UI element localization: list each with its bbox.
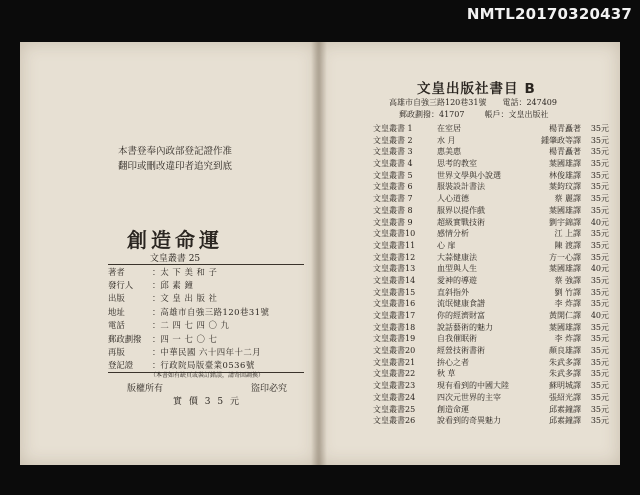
book-author: 葉國雄譯 [549, 322, 581, 332]
book-number: 文皇叢書20 [373, 346, 416, 356]
book-title-entry: 說話藝術的魅力 [437, 322, 493, 332]
book-author: 黃開仁譯 [549, 311, 581, 320]
replacement-note: （本書如有缺頁或裝訂錯誤，請寄回調換） [149, 372, 264, 379]
book-row [373, 333, 609, 345]
rights-line [127, 381, 287, 394]
book-author: 葉國雄譯 [549, 159, 581, 169]
book-number: 文皇叢書 5 [373, 170, 413, 180]
right-page [317, 42, 620, 465]
book-price: 35元 [590, 287, 609, 297]
book-title-entry: 血型與人生 [437, 264, 477, 274]
pub-colon: ： [152, 293, 161, 304]
book-row [373, 298, 609, 310]
pub-value: 四 一 七 〇 七 [160, 333, 218, 344]
book-number: 文皇叢書25 [373, 404, 416, 414]
book-row [373, 135, 609, 147]
book-title-entry: 流氓健康食譜 [437, 299, 485, 309]
book-price: 35元 [590, 322, 609, 332]
book-price: 35元 [590, 170, 609, 180]
book-price: 35元 [590, 392, 609, 402]
book-price: 35元 [590, 416, 609, 426]
pub-value: 高雄市自強三路120巷31號 [160, 306, 270, 317]
book-number: 文皇叢書 2 [373, 135, 413, 145]
pub-key: 地址 [108, 306, 125, 317]
pub-row [108, 345, 304, 358]
book-row [373, 146, 609, 158]
book-title: 創造命運 [127, 228, 223, 252]
book-number: 文皇叢書 4 [373, 159, 413, 169]
book-row [373, 181, 609, 193]
notice-line: 翻印或刪改違印者追究到底 [117, 161, 232, 172]
catalog-title-text: 文皇出版社書目 [417, 81, 519, 97]
book-author: 蘇明城譯 [549, 381, 581, 391]
book-author: 林俊雄譯 [549, 170, 581, 180]
book-price: 35元 [590, 205, 609, 215]
book-title-entry: 心 扉 [437, 240, 456, 250]
book-number: 文皇叢書 8 [373, 205, 413, 215]
book-author: 李 炸譯 [554, 334, 581, 344]
book-author: 鍾肇政等譯 [541, 135, 581, 145]
account-holder: 帳戶：文皇出版社 [484, 110, 549, 119]
book-title-entry: 人心道德 [437, 194, 469, 204]
book-author: 朱武多譯 [549, 357, 581, 367]
book-row [373, 263, 609, 275]
left-page [20, 42, 317, 465]
pub-key: 著者 [108, 266, 125, 277]
book-number: 文皇叢書13 [373, 264, 416, 274]
book-author: 張紹光譯 [549, 392, 581, 402]
book-price: 35元 [590, 381, 609, 391]
pub-row [108, 265, 304, 279]
phone: 電話：247409 [502, 98, 557, 107]
book-number: 文皇叢書 7 [373, 194, 413, 204]
book-row [373, 415, 609, 427]
book-price: 35元 [590, 369, 609, 379]
book-number: 文皇叢書14 [373, 275, 416, 285]
book-author: 江 上譯 [554, 229, 581, 239]
book-price: 35元 [590, 159, 609, 169]
book-author: 邱素鐘譯 [549, 404, 581, 414]
book-title-entry: 水 月 [437, 135, 456, 145]
book-price: 35元 [590, 346, 609, 356]
book-title-entry: 世界文學與小說選 [437, 170, 501, 180]
book-title-entry: 拚心之者 [437, 357, 469, 367]
pub-key: 出版 [108, 293, 125, 304]
pub-row [108, 319, 304, 332]
book-title-entry: 你的經濟財富 [437, 311, 485, 320]
book-author: 顏良雄譯 [549, 346, 581, 356]
book-title-entry: 大蒜健康法 [437, 252, 477, 262]
book-author: 蔡 麗譯 [554, 194, 581, 204]
book-price: 35元 [590, 124, 609, 133]
book-row [373, 368, 609, 380]
book-author: 楊青矗著 [549, 147, 581, 157]
book-row [373, 217, 609, 229]
notice-line: 本書登奉內政部登記證作准 [117, 146, 232, 157]
book-price: 35元 [590, 357, 609, 367]
book-author: 葉國雄譯 [549, 205, 581, 215]
book-number: 文皇叢書10 [373, 229, 416, 239]
book-price: 35元 [590, 252, 609, 262]
book-author: 朱武多譯 [549, 369, 581, 379]
rights-right: 盜印必究 [250, 384, 287, 394]
pub-key: 登記證 [108, 360, 134, 371]
book-author: 葉鈞玟譯 [549, 182, 581, 192]
book-row [373, 392, 609, 404]
book-row [373, 158, 609, 170]
book-row [373, 404, 609, 416]
series-label: 文皇叢書 25 [149, 254, 201, 264]
book-row [373, 252, 609, 264]
pub-colon: ： [152, 306, 161, 317]
book-list [373, 123, 609, 427]
book-author: 蔡 強譯 [554, 275, 581, 285]
book-row [373, 380, 609, 392]
book-number: 文皇叢書 6 [373, 182, 413, 192]
book-row [373, 205, 609, 217]
pub-row [108, 305, 304, 318]
book-price: 35元 [590, 299, 609, 309]
book-price: 35元 [590, 229, 609, 239]
book-price: 40元 [590, 311, 609, 320]
account-line [399, 109, 548, 120]
catalog-title [417, 77, 536, 97]
copyright-notice [80, 144, 270, 174]
book-row [373, 170, 609, 182]
book-number: 文皇叢書23 [373, 381, 416, 391]
book-price: 35元 [590, 147, 609, 157]
book-row [373, 275, 609, 287]
book-price: 35元 [590, 404, 609, 414]
pub-value: 文 皇 出 版 社 [160, 293, 218, 304]
book-number: 文皇叢書26 [373, 416, 416, 426]
pub-colon: ： [152, 266, 161, 277]
book-title-entry: 直斜指外 [437, 287, 469, 297]
book-number: 文皇叢書18 [373, 322, 416, 332]
book-price: 35元 [590, 240, 609, 250]
book-price: 35元 [590, 194, 609, 204]
address-line [389, 97, 609, 108]
book-price: 35元 [590, 334, 609, 344]
pub-value: 二 四 七 四 〇 九 [160, 320, 230, 331]
book-row [373, 322, 609, 334]
book-number: 文皇叢書19 [373, 334, 416, 344]
book-number: 文皇叢書17 [373, 311, 416, 320]
book-number: 文皇叢書 1 [373, 124, 413, 133]
pub-key: 發行人 [108, 280, 134, 291]
book-number: 文皇叢書12 [373, 252, 416, 262]
book-price: 40元 [590, 264, 609, 274]
rights-left: 版權所有 [127, 384, 164, 394]
book-author: 陳 渡譯 [554, 240, 581, 250]
pub-key: 郵政劃撥 [108, 333, 142, 344]
pub-colon: ： [152, 333, 161, 344]
book-row [373, 310, 609, 322]
pub-colon: ： [152, 360, 161, 371]
book-number: 文皇叢書11 [373, 240, 416, 250]
book-title-entry: 思考的教室 [437, 159, 477, 169]
book-row [373, 228, 609, 240]
book-author: 方一心譯 [549, 252, 581, 262]
book-title-entry: 創造命運 [437, 404, 469, 414]
pub-row [108, 278, 304, 291]
book-number: 文皇叢書24 [373, 392, 416, 402]
book-author: 楊青矗著 [549, 124, 581, 133]
book-row [373, 240, 609, 252]
book-number: 文皇叢書15 [373, 287, 416, 297]
book-title-entry: 經營技術書術 [437, 346, 485, 356]
pub-value: 邱 素 鐘 [160, 280, 194, 291]
book-title-entry: 現有看到的中國大陸 [437, 381, 509, 391]
pub-colon: ： [152, 347, 161, 358]
pub-colon: ： [152, 280, 161, 291]
book-row [373, 193, 609, 205]
book-row [373, 357, 609, 369]
book-title-entry: 秋 草 [437, 369, 456, 379]
publication-info-table [108, 264, 304, 373]
book-title-entry: 在室居 [437, 124, 461, 133]
postal-account: 郵政劃撥：41707 [399, 110, 465, 119]
open-book [20, 42, 620, 465]
book-number: 文皇叢書21 [373, 357, 416, 367]
book-number: 文皇叢書22 [373, 369, 416, 379]
book-author: 葉國雄譯 [549, 264, 581, 274]
book-author: 邱素鐘譯 [549, 416, 581, 426]
pub-row [108, 332, 304, 345]
book-number: 文皇叢書 3 [373, 147, 413, 157]
pub-key: 電話 [108, 320, 125, 331]
book-title-entry: 服裝設計書法 [437, 182, 485, 192]
book-title-entry: 愛神的導遊 [437, 275, 477, 285]
pub-key: 再版 [108, 347, 125, 358]
watermark-id: NMTL20170320437 [466, 5, 632, 23]
book-row [373, 345, 609, 357]
pub-value: 行政院局版臺業0536號 [160, 360, 255, 371]
book-title-entry: 四次元世界的主宰 [437, 392, 501, 402]
book-author: 李 炸譯 [554, 299, 581, 309]
book-title-entry: 自我催眠術 [437, 334, 477, 344]
book-title-entry: 感情分析 [437, 229, 469, 239]
pub-value: 中華民國 六十四年十二月 [160, 347, 262, 358]
book-title-entry: 惠美惠 [437, 147, 461, 157]
book-row [373, 287, 609, 299]
book-title-entry: 超級實戰技術 [437, 217, 485, 227]
book-title-entry: 服界以提作戲 [437, 205, 485, 215]
pub-colon: ： [152, 320, 161, 331]
book-number: 文皇叢書16 [373, 299, 416, 309]
book-author: 劉宇錦譯 [549, 217, 581, 227]
pub-row [108, 292, 304, 305]
price-label: 實 價 3 5 元 [173, 397, 241, 407]
book-price: 40元 [590, 217, 609, 227]
book-price: 35元 [590, 182, 609, 192]
address: 高雄市自強三路120巷31號 [389, 98, 487, 107]
catalog-letter: B [524, 81, 536, 97]
book-title-entry: 說看到的奇異魅力 [437, 416, 501, 426]
book-row [373, 123, 609, 135]
pub-value: 太 下 美 和 子 [160, 266, 218, 277]
book-price: 35元 [590, 135, 609, 145]
book-number: 文皇叢書 9 [373, 217, 413, 227]
book-price: 35元 [590, 275, 609, 285]
book-author: 劉 竹譯 [554, 287, 581, 297]
